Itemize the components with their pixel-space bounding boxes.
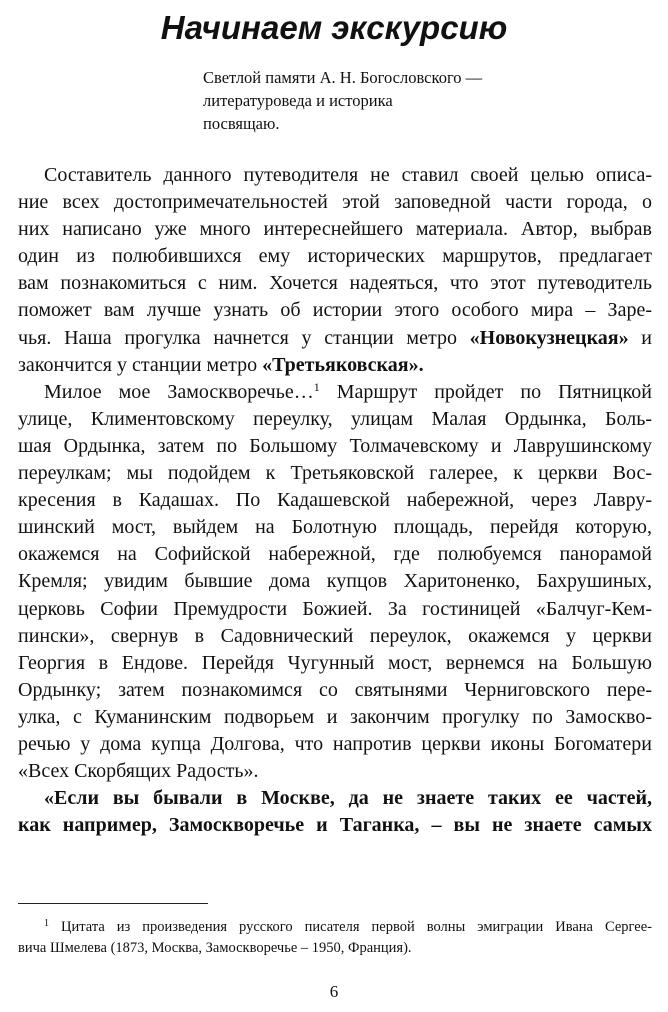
footnote-line xyxy=(18,917,652,938)
epigraph-dedication xyxy=(203,66,533,135)
page-number: 6 xyxy=(329,982,339,1001)
text-run: чья. Наша прогулка начнется у станции метро xyxy=(18,326,470,349)
text-line: один из полюбившихся ему исторических маршрутов, предлагает xyxy=(18,245,652,268)
text-line: церковь Софии Премудрости Божией. За гостиницей «Балчуг-Кем- xyxy=(18,597,652,620)
footnote xyxy=(18,917,652,959)
text-run: Маршрут пройдет по Пятницкой xyxy=(319,380,652,403)
text-line: улка, с Куманинским подворьем и закончим прогулку по Замоскво- xyxy=(18,705,652,728)
text-line: окажемся на Софийской набережной, где полюбуемся панорамой xyxy=(18,543,652,566)
paragraph-route xyxy=(18,379,652,785)
paragraph-quote xyxy=(18,785,652,839)
text-run: и xyxy=(628,326,652,349)
main-text xyxy=(18,162,652,839)
text-line: Составитель данного путеводителя не ставил своей целью описа- xyxy=(44,164,652,186)
text-run: Цитата из произведения русского писателя первой волны эмиграции Ивана Сергее- xyxy=(49,919,652,935)
text-line: них написано уже много интереснейшего материала. Автор, выбрав xyxy=(18,218,652,241)
text-line: речью у дома купца Долгова, что напротив церкви иконы Богоматери xyxy=(18,732,652,755)
text-line: Кремля; увидим бывшие дома купцов Харитоненко, Бахрушиных, xyxy=(18,570,652,593)
text-line xyxy=(18,352,652,379)
footnote-mark: 1 xyxy=(44,918,49,929)
footnote-line: вича Шмелева (1873, Москва, Замоскворечье – 1950, Франция). xyxy=(18,940,412,956)
text-line: кресения в Кадашах. По Кадашевской набережной, через Лавру- xyxy=(18,489,652,512)
text-line: ние всех достопримечательностей этой заповедной части города, о xyxy=(18,191,652,214)
text-line: «Всех Скорбящих Радость». xyxy=(18,760,259,783)
text-line: вам познакомиться с ним. Хочется надеяться, что этот путеводитель xyxy=(18,272,652,295)
epigraph-line: литературоведа и историка xyxy=(203,91,393,110)
text-run: Милое мое Замоскворечье… xyxy=(44,380,314,403)
text-line xyxy=(18,325,652,352)
text-line xyxy=(18,379,652,406)
text-line: Ордынку; затем познакомимся со святынями Черниговского пере- xyxy=(18,678,652,701)
metro-novokuznetskaya: «Новокузнецкая» xyxy=(469,326,629,349)
text-line: поможет вам лучше узнать об истории этого особого мира – Заре- xyxy=(18,299,652,322)
footnote-divider xyxy=(18,903,208,904)
metro-tretyakovskaya: «Третьяковская». xyxy=(262,353,424,376)
footnote-reference[interactable]: 1 xyxy=(313,379,320,394)
epigraph-line: посвящаю. xyxy=(203,114,280,133)
paragraph-intro xyxy=(18,162,652,379)
text-line: как например, Замоскворечье и Таганка, – вы не знаете самых xyxy=(18,814,652,837)
epigraph-line: Светлой памяти А. Н. Богословского — xyxy=(203,68,483,87)
text-line: шая Ордынка, затем по Большому Толмачевскому и Лаврушинскому xyxy=(18,434,652,457)
text-line: пински», свернув в Садовнический переулок, окажемся у церкви xyxy=(18,624,652,647)
text-line: «Если вы бывали в Москве, да не знаете таких ее частей, xyxy=(44,787,652,810)
text-run: закончится у станции метро xyxy=(18,353,263,376)
text-line: переулкам; мы подойдем к Третьяковской галерее, к церкви Вос- xyxy=(18,462,652,485)
chapter-title: Начинаем экскурсию xyxy=(160,9,508,46)
text-line: улице, Климентовскому переулку, улицам Малая Ордынка, Боль- xyxy=(18,407,652,430)
text-line: Георгия в Ендове. Перейдя Чугунный мост, вернемся на Большую xyxy=(18,651,652,674)
text-line: шинский мост, выйдем на Болотную площадь, перейдя которую, xyxy=(18,516,652,539)
